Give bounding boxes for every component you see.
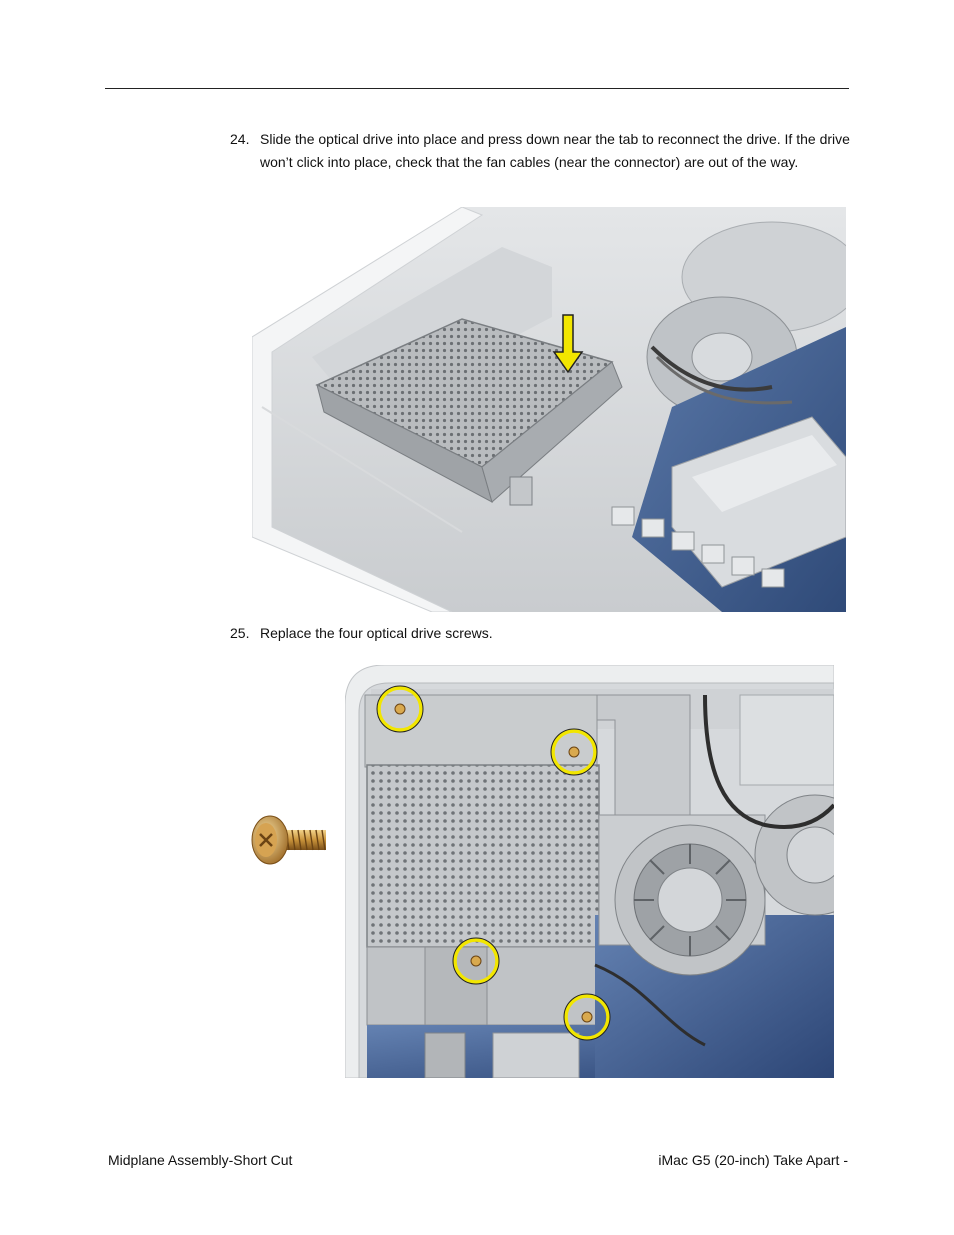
optical-drive-screws-photo: [345, 665, 834, 1078]
step-25: [230, 622, 850, 646]
step-24: [230, 128, 850, 198]
step-text: Slide the optical drive into place and press down near the tab to reconnect the drive. If the drive won’t click into place, check that the fan cables (near the connector) are out of the way.: [260, 131, 850, 170]
optical-drive-insert-photo: [252, 207, 846, 612]
footer-section-title: Midplane Assembly-Short Cut: [108, 1152, 293, 1168]
footer-document-title: iMac G5 (20-inch) Take Apart -: [658, 1152, 848, 1168]
step-number: 24.: [230, 131, 250, 147]
header-rule: [105, 88, 849, 89]
step-number: 25.: [230, 625, 250, 641]
screw-photo: [246, 812, 332, 868]
step-text: Replace the four optical drive screws.: [260, 625, 493, 641]
